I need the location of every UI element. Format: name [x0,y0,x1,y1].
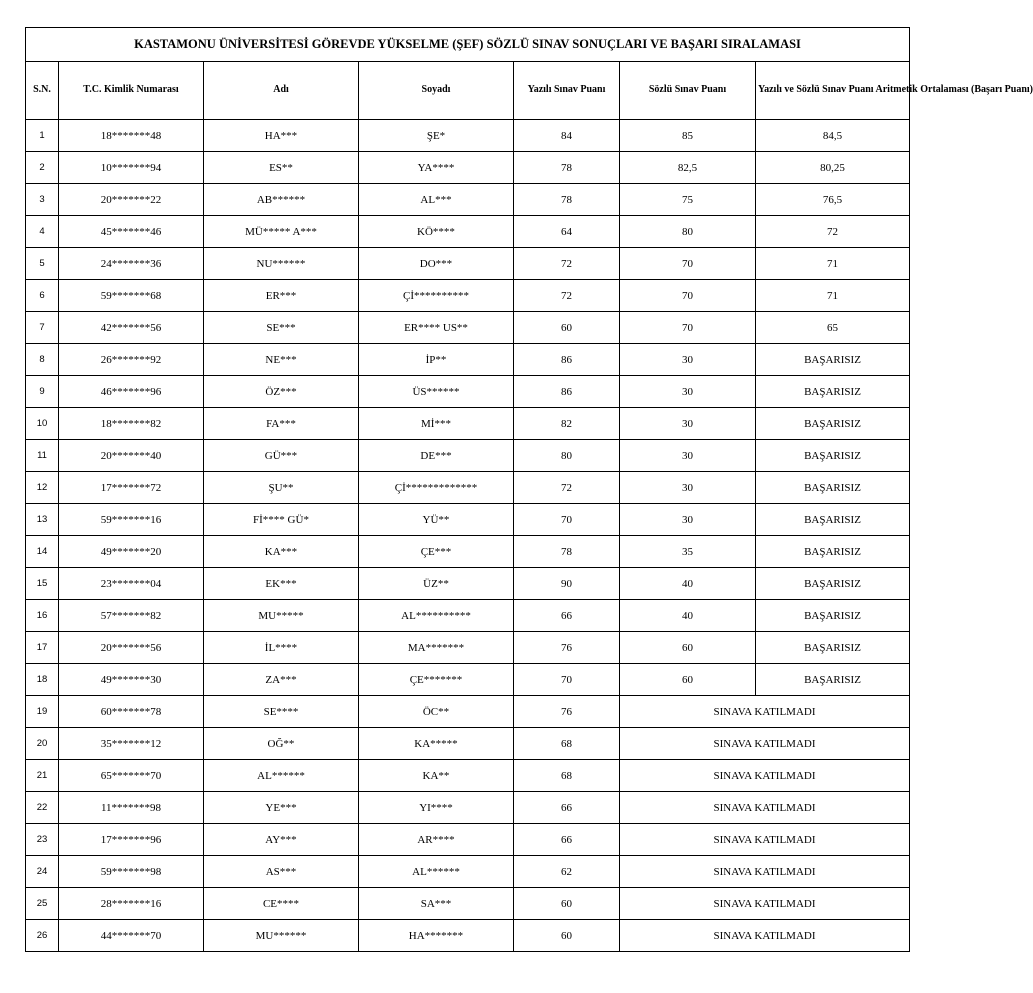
cell-tc: 49*******30 [59,664,204,696]
cell-tc: 59*******98 [59,856,204,888]
table-row [26,792,910,824]
cell-soyadi: AR**** [359,824,514,856]
cell-sn: 16 [26,600,59,632]
cell-sn: 13 [26,504,59,536]
cell-ortalama: 76,5 [756,184,910,216]
table-row [26,408,910,440]
cell-soyadi: ŞE* [359,120,514,152]
cell-yazili: 62 [514,856,620,888]
table-row [26,344,910,376]
cell-yazili: 68 [514,760,620,792]
cell-yazili: 60 [514,920,620,952]
table-row [26,184,910,216]
cell-soyadi: YI**** [359,792,514,824]
cell-sozlu: 70 [620,280,756,312]
table-title: KASTAMONU ÜNİVERSİTESİ GÖREVDE YÜKSELME (ŞEF) SÖZLÜ SINAV SONUÇLARI VE BAŞARI SIRALAMASI [26,28,910,62]
cell-sozlu: 40 [620,600,756,632]
cell-soyadi: ÇE*** [359,536,514,568]
cell-tc: 44*******70 [59,920,204,952]
cell-adi: MU****** [204,920,359,952]
table-row [26,568,910,600]
cell-yazili: 78 [514,152,620,184]
cell-sn: 2 [26,152,59,184]
cell-adi: FA*** [204,408,359,440]
cell-adi: AL****** [204,760,359,792]
table-row [26,888,910,920]
cell-sn: 7 [26,312,59,344]
cell-sn: 21 [26,760,59,792]
table-row [26,376,910,408]
table-row [26,152,910,184]
cell-yazili: 86 [514,376,620,408]
cell-ortalama: 71 [756,280,910,312]
cell-tc: 11*******98 [59,792,204,824]
cell-sozlu: 82,5 [620,152,756,184]
cell-yazili: 66 [514,600,620,632]
table-row [26,920,910,952]
cell-adi: AS*** [204,856,359,888]
cell-adi: CE**** [204,888,359,920]
cell-tc: 26*******92 [59,344,204,376]
cell-tc: 18*******48 [59,120,204,152]
cell-soyadi: ÖC** [359,696,514,728]
cell-ortalama: 72 [756,216,910,248]
cell-soyadi: AL********** [359,600,514,632]
cell-tc: 59*******68 [59,280,204,312]
cell-tc: 20*******22 [59,184,204,216]
cell-adi: ZA*** [204,664,359,696]
cell-sn: 22 [26,792,59,824]
cell-tc: 60*******78 [59,696,204,728]
cell-yazili: 80 [514,440,620,472]
cell-adi: Fİ**** GÜ* [204,504,359,536]
cell-sn: 23 [26,824,59,856]
cell-ortalama: BAŞARISIZ [756,408,910,440]
cell-adi: AB****** [204,184,359,216]
cell-tc: 17*******72 [59,472,204,504]
cell-yazili: 64 [514,216,620,248]
table-row [26,504,910,536]
cell-soyadi: DE*** [359,440,514,472]
cell-sozlu: 30 [620,440,756,472]
header-tc: T.C. Kimlik Numarası [59,62,204,120]
results-table [25,27,1033,952]
cell-sn: 14 [26,536,59,568]
cell-adi: ÖZ*** [204,376,359,408]
cell-yazili: 70 [514,504,620,536]
cell-soyadi: ÇE******* [359,664,514,696]
cell-soyadi: Çİ********** [359,280,514,312]
cell-adi: AY*** [204,824,359,856]
cell-ortalama: BAŞARISIZ [756,600,910,632]
cell-tc: 45*******46 [59,216,204,248]
cell-adi: YE*** [204,792,359,824]
cell-soyadi: MA******* [359,632,514,664]
table-row [26,216,910,248]
table-row [26,248,910,280]
cell-sn: 8 [26,344,59,376]
cell-sn: 11 [26,440,59,472]
cell-adi: SE*** [204,312,359,344]
cell-durum: SINAVA KATILMADI [620,792,910,824]
cell-soyadi: ÜZ** [359,568,514,600]
cell-adi: ŞU** [204,472,359,504]
cell-sozlu: 70 [620,248,756,280]
cell-sn: 5 [26,248,59,280]
cell-soyadi: KA***** [359,728,514,760]
cell-sn: 4 [26,216,59,248]
cell-ortalama: BAŞARISIZ [756,632,910,664]
cell-yazili: 82 [514,408,620,440]
cell-soyadi: AL*** [359,184,514,216]
cell-yazili: 76 [514,696,620,728]
cell-tc: 18*******82 [59,408,204,440]
cell-tc: 35*******12 [59,728,204,760]
cell-durum: SINAVA KATILMADI [620,728,910,760]
cell-soyadi: KÖ**** [359,216,514,248]
cell-ortalama: BAŞARISIZ [756,472,910,504]
cell-ortalama: BAŞARISIZ [756,344,910,376]
cell-sozlu: 30 [620,472,756,504]
cell-adi: GÜ*** [204,440,359,472]
cell-durum: SINAVA KATILMADI [620,760,910,792]
cell-soyadi: İP** [359,344,514,376]
cell-tc: 46*******96 [59,376,204,408]
cell-sozlu: 60 [620,664,756,696]
cell-sn: 19 [26,696,59,728]
cell-sozlu: 30 [620,344,756,376]
cell-tc: 20*******56 [59,632,204,664]
cell-durum: SINAVA KATILMADI [620,824,910,856]
cell-yazili: 68 [514,728,620,760]
cell-soyadi: ER**** US** [359,312,514,344]
table-row [26,600,910,632]
cell-soyadi: HA******* [359,920,514,952]
table-row [26,664,910,696]
cell-tc: 28*******16 [59,888,204,920]
table-row [26,856,910,888]
cell-sn: 25 [26,888,59,920]
cell-sn: 1 [26,120,59,152]
cell-durum: SINAVA KATILMADI [620,856,910,888]
cell-yazili: 86 [514,344,620,376]
header-row [26,62,910,120]
cell-soyadi: AL****** [359,856,514,888]
table-row [26,696,910,728]
cell-tc: 59*******16 [59,504,204,536]
cell-soyadi: KA** [359,760,514,792]
cell-yazili: 66 [514,824,620,856]
cell-yazili: 60 [514,312,620,344]
cell-sn: 15 [26,568,59,600]
cell-sn: 3 [26,184,59,216]
cell-adi: SE**** [204,696,359,728]
header-yazili: Yazılı Sınav Puanı [514,62,620,120]
cell-sozlu: 30 [620,504,756,536]
table-row [26,760,910,792]
cell-sn: 26 [26,920,59,952]
cell-ortalama: BAŞARISIZ [756,536,910,568]
cell-sozlu: 40 [620,568,756,600]
cell-sozlu: 60 [620,632,756,664]
table-row [26,312,910,344]
cell-soyadi: YÜ** [359,504,514,536]
cell-adi: MU***** [204,600,359,632]
cell-yazili: 72 [514,280,620,312]
cell-sozlu: 75 [620,184,756,216]
table-row [26,632,910,664]
cell-yazili: 78 [514,184,620,216]
cell-soyadi: Mİ*** [359,408,514,440]
cell-sn: 17 [26,632,59,664]
cell-tc: 49*******20 [59,536,204,568]
cell-tc: 42*******56 [59,312,204,344]
table-row [26,536,910,568]
cell-tc: 57*******82 [59,600,204,632]
cell-sozlu: 80 [620,216,756,248]
cell-sozlu: 85 [620,120,756,152]
cell-sn: 20 [26,728,59,760]
cell-yazili: 72 [514,472,620,504]
cell-tc: 65*******70 [59,760,204,792]
cell-durum: SINAVA KATILMADI [620,920,910,952]
table-row [26,120,910,152]
cell-soyadi: Çİ************* [359,472,514,504]
cell-adi: ES** [204,152,359,184]
cell-yazili: 76 [514,632,620,664]
cell-sozlu: 30 [620,408,756,440]
cell-sn: 12 [26,472,59,504]
cell-ortalama: 80,25 [756,152,910,184]
cell-adi: HA*** [204,120,359,152]
header-adi: Adı [204,62,359,120]
cell-adi: NE*** [204,344,359,376]
cell-durum: SINAVA KATILMADI [620,888,910,920]
cell-adi: EK*** [204,568,359,600]
cell-tc: 17*******96 [59,824,204,856]
title-row [26,28,910,62]
cell-adi: ER*** [204,280,359,312]
cell-ortalama: 65 [756,312,910,344]
cell-sozlu: 70 [620,312,756,344]
cell-sn: 24 [26,856,59,888]
cell-ortalama: 71 [756,248,910,280]
cell-durum: SINAVA KATILMADI [620,696,910,728]
table-row [26,824,910,856]
cell-sn: 18 [26,664,59,696]
cell-adi: OĞ** [204,728,359,760]
cell-soyadi: SA*** [359,888,514,920]
cell-yazili: 84 [514,120,620,152]
cell-ortalama: BAŞARISIZ [756,376,910,408]
cell-ortalama: BAŞARISIZ [756,568,910,600]
cell-yazili: 60 [514,888,620,920]
cell-ortalama: BAŞARISIZ [756,664,910,696]
table-row [26,440,910,472]
cell-soyadi: YA**** [359,152,514,184]
table-row [26,472,910,504]
cell-soyadi: ÜS****** [359,376,514,408]
cell-adi: MÜ***** A*** [204,216,359,248]
cell-ortalama: BAŞARISIZ [756,440,910,472]
cell-tc: 20*******40 [59,440,204,472]
cell-ortalama: BAŞARISIZ [756,504,910,536]
cell-adi: NU****** [204,248,359,280]
cell-sn: 10 [26,408,59,440]
cell-yazili: 70 [514,664,620,696]
table-row [26,280,910,312]
cell-ortalama: 84,5 [756,120,910,152]
header-sn: S.N. [26,62,59,120]
cell-tc: 23*******04 [59,568,204,600]
cell-sn: 9 [26,376,59,408]
cell-adi: KA*** [204,536,359,568]
cell-sozlu: 35 [620,536,756,568]
cell-sn: 6 [26,280,59,312]
table-body [26,120,910,952]
cell-soyadi: DO*** [359,248,514,280]
header-soyadi: Soyadı [359,62,514,120]
cell-sozlu: 30 [620,376,756,408]
header-sozlu: Sözlü Sınav Puanı [620,62,756,120]
cell-tc: 24*******36 [59,248,204,280]
header-ortalama: Yazılı ve Sözlü Sınav Puanı Aritmetik Ortalaması (Başarı Puanı) [756,62,910,120]
table-row [26,728,910,760]
cell-yazili: 90 [514,568,620,600]
cell-yazili: 72 [514,248,620,280]
cell-tc: 10*******94 [59,152,204,184]
cell-yazili: 78 [514,536,620,568]
cell-yazili: 66 [514,792,620,824]
cell-adi: İL**** [204,632,359,664]
